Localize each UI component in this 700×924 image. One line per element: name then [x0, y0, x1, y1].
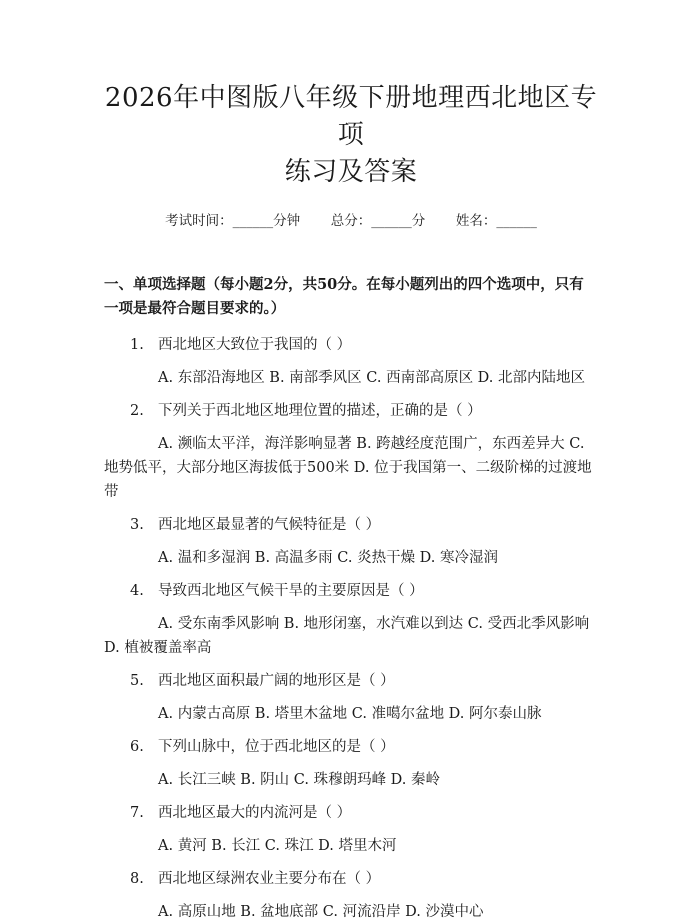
question-item	[104, 399, 598, 504]
title-line-1: 2026年中图版八年级下册地理西北地区专项	[104, 83, 598, 150]
name-label: 姓名：	[455, 213, 497, 229]
question-options: A. 温和多湿润 B. 高温多雨 C. 炎热干燥 D. 寒冷湿润	[158, 550, 499, 566]
question-stem	[104, 801, 598, 825]
question-item	[104, 867, 598, 924]
question-options: A. 长江三峡 B. 阴山 C. 珠穆朗玛峰 D. 秦岭	[158, 772, 441, 788]
question-text: 导致西北地区气候干旱的主要原因是（ ）	[158, 583, 424, 599]
exam-info-line	[104, 211, 598, 231]
question-options: A. 黄河 B. 长江 C. 珠江 D. 塔里木河	[158, 838, 397, 854]
question-item	[104, 669, 598, 726]
score-label: 总分：	[330, 213, 372, 229]
question-number: 7.	[130, 805, 144, 821]
question-options: A. 东部沿海地区 B. 南部季风区 C. 西南部高原区 D. 北部内陆地区	[158, 370, 586, 386]
question-stem	[104, 399, 598, 423]
question-text: 西北地区大致位于我国的（ ）	[158, 337, 352, 353]
question-stem	[104, 867, 598, 891]
question-stem	[104, 735, 598, 759]
document-title	[104, 0, 598, 191]
question-number: 2.	[130, 403, 144, 419]
time-label: 考试时间：	[165, 213, 233, 229]
question-text: 西北地区面积最广阔的地形区是（ ）	[158, 673, 395, 689]
question-list	[104, 333, 598, 924]
title-line-2: 练习及答案	[284, 157, 418, 187]
question-options: A. 受东南季风影响 B. 地形闭塞，水汽难以到达 C. 受西北季风影响 D. 植被覆盖率高	[104, 616, 590, 656]
question-item	[104, 333, 598, 390]
question-text: 下列山脉中，位于西北地区的是（ ）	[158, 739, 395, 755]
question-item	[104, 801, 598, 858]
question-text: 西北地区绿洲农业主要分布在（ ）	[158, 871, 381, 887]
question-item	[104, 513, 598, 570]
question-number: 5.	[130, 673, 144, 689]
time-blank: ______	[232, 213, 274, 229]
question-number: 1.	[130, 337, 144, 353]
score-unit: 分	[411, 213, 426, 229]
section-heading: 一、单项选择题（每小题2分，共50分。在每小题列出的四个选项中，只有一项是最符合题目要求的。）	[104, 276, 584, 317]
question-stem	[104, 579, 598, 603]
question-options: A. 濒临太平洋，海洋影响显著 B. 跨越经度范围广，东西差异大 C. 地势低平，大部分地区海拔低于500米 D. 位于我国第一、二级阶梯的过渡地带	[104, 436, 592, 500]
question-stem	[104, 669, 598, 693]
question-stem	[104, 333, 598, 357]
question-text: 下列关于西北地区地理位置的描述，正确的是（ ）	[158, 403, 482, 419]
score-blank: ______	[371, 213, 412, 229]
question-number: 6.	[130, 739, 144, 755]
question-text: 西北地区最大的内流河是（ ）	[158, 805, 352, 821]
question-number: 3.	[130, 517, 144, 533]
question-stem	[104, 513, 598, 537]
question-text: 西北地区最显著的气候特征是（ ）	[158, 517, 381, 533]
question-item	[104, 579, 598, 660]
question-number: 4.	[130, 583, 144, 599]
question-number: 8.	[130, 871, 144, 887]
question-item	[104, 735, 598, 792]
question-options: A. 内蒙古高原 B. 塔里木盆地 C. 准噶尔盆地 D. 阿尔泰山脉	[158, 706, 542, 722]
time-unit: 分钟	[273, 213, 301, 229]
name-blank: ______	[496, 213, 537, 229]
question-options: A. 高原山地 B. 盆地底部 C. 河流沿岸 D. 沙漠中心	[158, 904, 484, 920]
